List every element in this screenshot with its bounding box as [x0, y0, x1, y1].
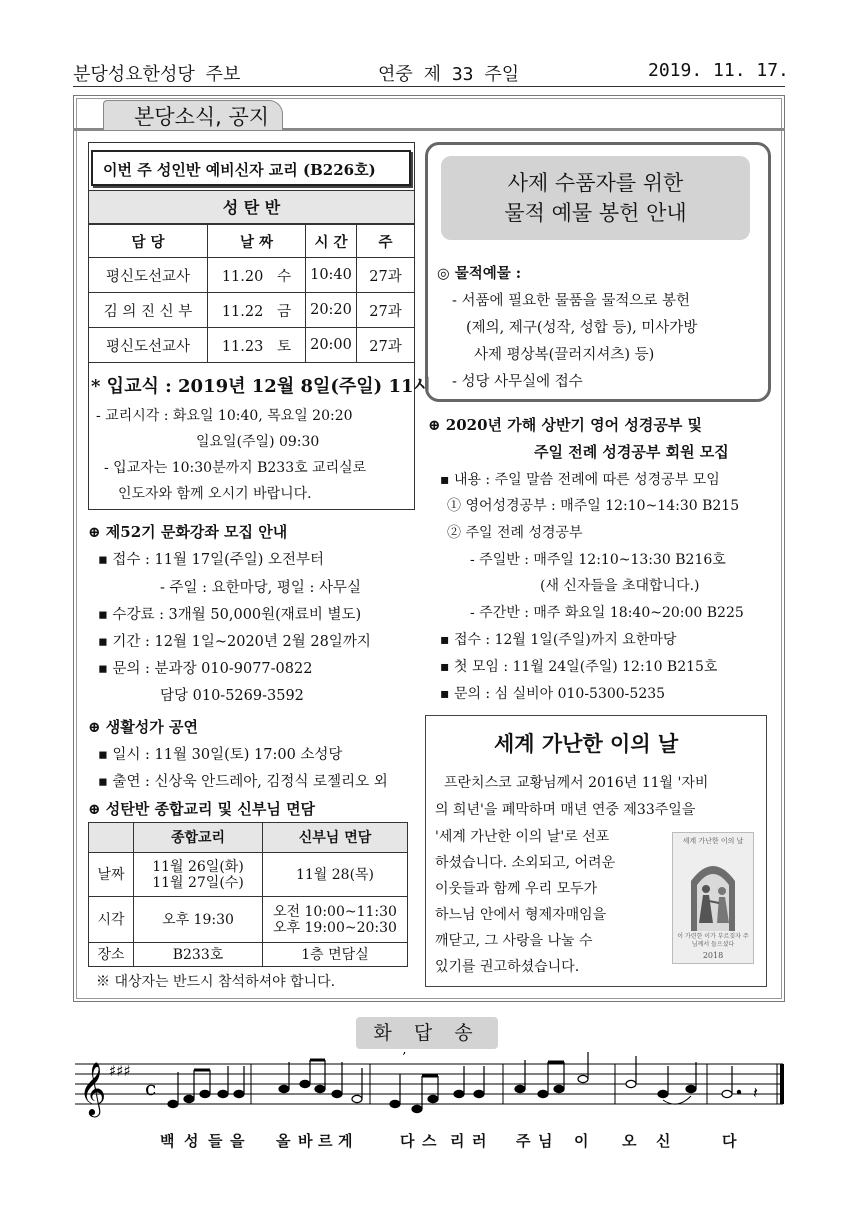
date-cell	[208, 258, 306, 293]
lyric-syllable: 성	[184, 1132, 199, 1150]
poor-line: 하느님 안에서 형제자매임을	[435, 907, 607, 923]
title-line: 사제 수품자를 위한	[507, 171, 684, 195]
bible-line: ▪ 첫 모임 : 11월 24일(주일) 12:10 B215호	[440, 659, 718, 675]
time: 20:20	[306, 293, 357, 328]
teacher: 김 의 진 신 부	[89, 293, 208, 328]
poor-line: 있기를 권고하셨습니다.	[435, 959, 580, 975]
culture-item: - 주일 : 요한마당, 평일 : 사무실	[160, 580, 362, 596]
bulletin-date: 2019. 11. 17.	[648, 60, 789, 81]
culture-item: 담당 010-5269-3592	[160, 688, 304, 704]
svg-text:’: ’	[402, 1052, 407, 1066]
culture-item: ▪ 수강료 : 3개월 50,000원(재료비 별도)	[98, 607, 362, 623]
lyric-syllable: 이	[574, 1132, 589, 1150]
table-row	[89, 293, 415, 328]
lyric-syllable: 다	[722, 1132, 737, 1150]
row-label: 장소	[89, 943, 134, 967]
time: 10:40	[306, 258, 357, 293]
col-lesson: 주	[357, 225, 415, 258]
note-line: 인도자와 함께 오시기 바랍니다.	[118, 486, 312, 502]
culture-title: ⊕ 제52기 문화강좌 모집 안내	[88, 523, 288, 541]
lesson: 27과	[357, 258, 415, 293]
world-poor-poster	[672, 832, 754, 964]
weekday: 수	[277, 268, 292, 285]
table-row	[89, 897, 408, 943]
col-teacher: 담 당	[89, 225, 208, 258]
concert-title: ⊕ 생활성가 공연	[88, 718, 198, 736]
bible-line: ▪ 내용 : 주일 말씀 전례에 따른 성경공부 모임	[440, 472, 720, 488]
lyric-syllable: 오	[622, 1132, 637, 1150]
priest-offering-title	[441, 156, 750, 240]
lyric-syllable: 신	[656, 1132, 671, 1150]
concert-item: ▪ 출연 : 신상욱 안드레아, 김정식 로젤리오 외	[98, 774, 388, 790]
table-row	[89, 258, 415, 293]
col-time: 시 간	[306, 225, 357, 258]
lyric-syllable: 리	[450, 1132, 465, 1150]
class-name: 성 탄 반	[88, 190, 415, 224]
bible-line: - 주일반 : 매주일 12:10~13:30 B216호	[470, 552, 726, 568]
hymn-lyrics	[160, 1130, 750, 1150]
catechumen-title: 이번 주 성인반 예비신자 교리 (B226호)	[103, 161, 376, 179]
offering-line: - 성당 사무실에 접수	[452, 374, 583, 390]
lyric-syllable: 님	[538, 1132, 553, 1150]
poor-line: 하셨습니다. 소외되고, 어려운	[435, 855, 616, 871]
poster-top-text: 세계 가난한 이의 날	[682, 837, 744, 845]
poster-year: 2018	[702, 951, 724, 960]
bible-line: - 주간반 : 매주 화요일 18:40~20:00 B225	[470, 605, 744, 621]
section-tab: 본당소식, 공지	[103, 100, 283, 130]
svg-text:♯♯♯: ♯♯♯	[109, 1062, 131, 1080]
culture-item: ▪ 문의 : 분과장 010-9077-0822	[98, 661, 313, 677]
offering-line: (제의, 제구(성작, 성합 등), 미사가방	[466, 320, 698, 336]
weekday: 토	[277, 338, 292, 355]
cell	[263, 897, 408, 943]
col-interview: 신부님 면담	[263, 823, 408, 853]
music-staff	[75, 1052, 787, 1122]
bible-line: ▪ 접수 : 12월 1일(주일)까지 요한마당	[440, 632, 677, 648]
cell: 11월 28(목)	[263, 853, 408, 897]
header-divider	[73, 86, 785, 87]
bulletin-name: 분당성요한성당 주보	[73, 64, 241, 85]
svg-text:c: c	[145, 1076, 157, 1100]
poor-line: 이웃들과 함께 우리 모두가	[435, 881, 598, 897]
lyric-syllable: 러	[472, 1132, 487, 1150]
poor-line: '세계 가난한 이의 날'로 선포	[435, 829, 610, 845]
table-row	[89, 943, 408, 967]
row-label: 시각	[89, 897, 134, 943]
cell	[134, 853, 263, 897]
bible-line: ▪ 문의 : 심 실비아 010-5300-5235	[440, 686, 666, 702]
svg-text:𝄞: 𝄞	[79, 1061, 107, 1115]
review-note: ※ 대상자는 반드시 참석하셔야 합니다.	[96, 974, 336, 990]
responsorial-psalm-title: 화 답 송	[356, 1017, 498, 1049]
col-general: 종합교리	[134, 823, 263, 853]
teacher: 평신도선교사	[89, 328, 208, 363]
offering-line: - 서품에 필요한 물품을 물적으로 봉헌	[452, 293, 691, 309]
table-row	[89, 328, 415, 363]
poor-line: 의 희년'을 폐막하며 매년 연중 제33주일을	[435, 802, 696, 818]
poor-line: 프란치스코 교황님께서 2016년 11월 '자비	[444, 775, 709, 791]
review-title: ⊕ 성탄반 종합교리 및 신부님 면담	[88, 800, 316, 818]
entry-ceremony: * 입교식 : 2019년 12월 8일(주일) 11시	[91, 376, 431, 397]
lyric-syllable: 르	[318, 1132, 333, 1150]
lyric-syllable: 을	[230, 1132, 245, 1150]
table-row	[89, 853, 408, 897]
lyric-syllable: 주	[516, 1132, 531, 1150]
time: 20:00	[306, 328, 357, 363]
col-date: 날 짜	[208, 225, 306, 258]
svg-text:𝄽: 𝄽	[753, 1083, 758, 1102]
lesson: 27과	[357, 293, 415, 328]
note-line: - 교리시각 : 화요일 10:40, 목요일 20:20	[96, 408, 353, 424]
date: 11.23	[221, 338, 264, 355]
lyric-syllable: 들	[208, 1132, 223, 1150]
schedule-table	[88, 224, 415, 363]
weekday: 금	[277, 303, 292, 320]
poor-line: 깨닫고, 그 사랑을 나눌 수	[435, 933, 593, 949]
lyric-syllable: 스	[422, 1132, 437, 1150]
row-label: 날짜	[89, 853, 134, 897]
bible-line: ① 영어성경공부 : 매주일 12:10~14:30 B215	[447, 498, 740, 514]
teacher: 평신도선교사	[89, 258, 208, 293]
title-line: 물적 예물 봉헌 안내	[504, 201, 687, 225]
date: 11.20	[221, 268, 264, 285]
offering-heading: ◎ 물적예물 :	[437, 265, 522, 282]
bible-line: ② 주일 전례 성경공부	[447, 525, 583, 541]
culture-item: ▪ 기간 : 12월 1일~2020년 2월 28일까지	[98, 634, 371, 650]
date-cell	[208, 293, 306, 328]
lyric-syllable: 올	[276, 1132, 291, 1150]
poster-bottom-text: 이 가련한 이가 부르짖자 주님께서 들으셨다	[677, 933, 749, 948]
culture-item: ▪ 접수 : 11월 17일(주일) 오전부터	[98, 552, 325, 568]
cell-line: 11월 27일(수)	[152, 874, 244, 891]
lyric-syllable: 백	[160, 1132, 175, 1150]
cell-line: 오전 10:00~11:30	[273, 903, 397, 920]
cell-line: 오후 19:00~20:30	[273, 919, 397, 936]
date: 11.22	[221, 303, 264, 320]
bible-title: ⊕ 2020년 가해 상반기 영어 성경공부 및	[428, 416, 703, 434]
offering-line: 사제 평상복(끌러지셔츠) 등)	[474, 347, 655, 363]
lyric-syllable: 게	[338, 1132, 353, 1150]
liturgical-week: 연중 제 33 주일	[378, 64, 520, 85]
cell: B233호	[134, 943, 263, 967]
cell-line: 11월 26일(화)	[152, 858, 244, 875]
world-poor-title: 세계 가난한 이의 날	[494, 732, 679, 756]
lyric-syllable: 다	[400, 1132, 415, 1150]
date-cell	[208, 328, 306, 363]
note-line: 일요일(주일) 09:30	[196, 434, 320, 450]
cell: 1층 면담실	[263, 943, 408, 967]
review-table	[88, 822, 408, 967]
cell: 오후 19:30	[134, 897, 263, 943]
lyric-syllable: 바	[298, 1132, 313, 1150]
concert-item: ▪ 일시 : 11월 30일(토) 17:00 소성당	[98, 747, 343, 763]
bible-line: (새 신자들을 초대합니다.)	[540, 578, 700, 594]
lesson: 27과	[357, 328, 415, 363]
corner-cell	[89, 823, 134, 853]
bible-title-2: 주일 전례 성경공부 회원 모집	[534, 443, 729, 461]
catechumen-title-box	[91, 150, 411, 186]
note-line: - 입교자는 10:30분까지 B233호 교리실로	[104, 460, 367, 476]
